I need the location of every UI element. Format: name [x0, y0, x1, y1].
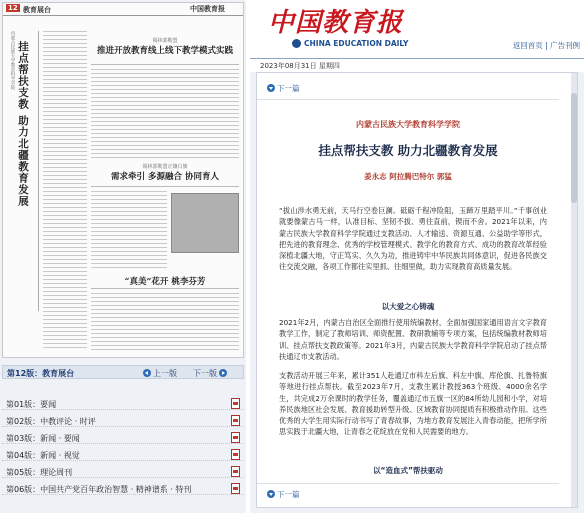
next-article-label: 下一篇 [277, 84, 300, 93]
thumbnail-story-1[interactable] [91, 37, 239, 65]
issue-date: 2023年08月31日 星期四 [260, 62, 340, 70]
thumbnail-header [3, 3, 243, 16]
article-paragraph: 支教活动开展三年来，累计351人赴通辽市科左后旗、科左中旗、库伦旗、扎鲁特旗等地进行挂点帮扶。截至2023年7月，支教生累计教授363个班级、4000余名学生，共完成2万余课时的教学任务，覆盖通辽市五旗一区的84所幼儿园和小学，对培养民族地区社会发展、教育援助转型升级、区域教育协同提质有积极推动作用。这些优秀的大学生用实际行动书写了青春故事，为地方教育发展注入青春动能，把所学所思实践于北疆大地，让青春之花绽放在党和人民需要的地方。 [279, 371, 547, 437]
article-paragraph: 2021年2月，内蒙古自治区全面推行使用统编教材，全面加强国家通用语言文字教育教学工作，制定了教师培训、师资配置、教研教辅等专项方案，包括统编教材教师培训、挂点帮扶支教政策等。2021年3月，内蒙古民族大学教育科学学院启动了挂点帮扶通辽市支教活动。 [279, 318, 547, 361]
thumbnail-story-1-kicker: 锡林郭勒盟 [152, 38, 178, 44]
thumbnail-story-2-kicker: 锡林郭勒盟正镶白旗 [142, 164, 188, 170]
thumbnail-section: 教育展台 [23, 6, 51, 14]
page-list-item[interactable] [2, 431, 244, 444]
right-panel [250, 0, 584, 513]
thumbnail-text-block [91, 191, 167, 271]
thumbnail-lead-kicker: 内蒙古民族大学教育科学学院 [10, 31, 15, 90]
pdf-icon[interactable] [231, 466, 240, 477]
pdf-icon[interactable] [231, 483, 240, 494]
thumbnail-text-block [91, 293, 239, 353]
globe-icon [292, 39, 301, 48]
next-page-label: 下一版 [193, 369, 217, 378]
newspaper-logo-english: CHINA EDUCATION DAILY [304, 39, 409, 48]
previous-page-button[interactable] [143, 368, 177, 379]
article-scrollbar[interactable] [571, 73, 577, 508]
top-links[interactable]: 返回首页 | 广告刊例 [512, 41, 580, 50]
pdf-icon[interactable] [231, 432, 240, 443]
thumbnail-story-1-title: 推进开放教育线上线下教学模式实践 [96, 46, 233, 56]
arrow-down-icon [267, 84, 275, 92]
pdf-icon[interactable] [231, 398, 240, 409]
divider [257, 483, 559, 484]
newspaper-logo[interactable]: 中国教育报 [268, 8, 404, 38]
pdf-icon[interactable] [231, 415, 240, 426]
page-list-label: 第06版：中国共产党百年政治智慧 · 精神谱系 · 特刊 [6, 485, 192, 494]
next-article-label: 下一篇 [277, 490, 300, 499]
thumbnail-text-block [91, 69, 239, 161]
current-page-label: 第12版：教育展台 [7, 369, 75, 378]
thumbnail-lead-story[interactable] [7, 31, 39, 311]
arrow-left-icon [143, 369, 151, 377]
page-list-label: 第01版：要闻 [6, 400, 57, 409]
page-list-item[interactable] [2, 414, 244, 427]
next-article-button[interactable] [267, 83, 300, 94]
previous-page-label: 上一版 [153, 369, 177, 378]
newspaper-page-thumbnail[interactable] [2, 2, 244, 358]
article-paragraph: “拔山涉水勇无前，天马行空卷巨澜。砥砺千程冲险阻，玉蹄万里踏平川。”千事创业就要像蒙古马一样，认准目标、坚韧不拔、勇往直前，锲而不舍。2021年以来，内蒙古民族大学教育科学学院通过支教活动、人才输送、资源互通、公益助学等形式，把先进的教育理念、优秀的学校管理模式、教学化的教育方式、成功的教育改革经验深植北疆大地，守正笃实、久久为功，推进铸牢中华民族共同体意识，促进各民族交往交流交融，各项工作都往实里抓、往细里做，助力实现教育高质量发展。 [279, 206, 547, 272]
thumbnail-story-2-title: 需求牵引 多源融合 协同育人 [111, 172, 219, 182]
article-byline: 姜永志 阿拉腾巴特尔 郭猛 [364, 172, 452, 181]
article-panel [256, 72, 578, 508]
article-subheading: 以大爱之心铸魂 [381, 302, 435, 311]
thumbnail-text-block [43, 303, 87, 353]
page-list-item[interactable] [2, 482, 244, 495]
article-kicker: 内蒙古民族大学教育科学学院 [356, 120, 460, 129]
scrollbar-thumb[interactable] [571, 93, 577, 203]
thumbnail-page-number: 12 [8, 4, 18, 12]
page-list-item[interactable] [2, 397, 244, 410]
next-article-button[interactable] [267, 489, 300, 500]
page-list-label: 第04版：新闻 · 视觉 [6, 451, 80, 460]
article-area [250, 72, 584, 513]
thumbnail-photo [171, 193, 239, 253]
page-list-label: 第03版：新闻 · 要闻 [6, 434, 80, 443]
arrow-right-icon [219, 369, 227, 377]
article-subheading: 以“造血式”帮扶驱动 [373, 466, 443, 475]
thumbnail-masthead: 中国教育报 [190, 5, 225, 13]
thumbnail-story-3[interactable] [91, 275, 239, 289]
thumbnail-story-3-title: “真美”花开 桃李芬芳 [124, 277, 206, 287]
thumbnail-lead-title: 挂点帮扶支教 助力北疆教育发展 [17, 41, 29, 207]
page-list-label: 第05版：理论周刊 [6, 468, 73, 477]
next-page-button[interactable] [193, 368, 227, 379]
date-bar [250, 58, 584, 70]
article-headline: 挂点帮扶支教 助力北疆教育发展 [318, 143, 498, 158]
page-navigation-bar [2, 365, 244, 379]
page-list [2, 397, 244, 499]
left-panel [0, 0, 246, 513]
divider [257, 99, 559, 100]
pdf-icon[interactable] [231, 449, 240, 460]
arrow-down-icon [267, 490, 275, 498]
page-list-item[interactable] [2, 448, 244, 461]
page-list-label: 第02版：中教评论 · 时评 [6, 417, 96, 426]
thumbnail-story-2[interactable] [91, 163, 239, 187]
page-list-item[interactable] [2, 465, 244, 478]
masthead [250, 0, 584, 58]
